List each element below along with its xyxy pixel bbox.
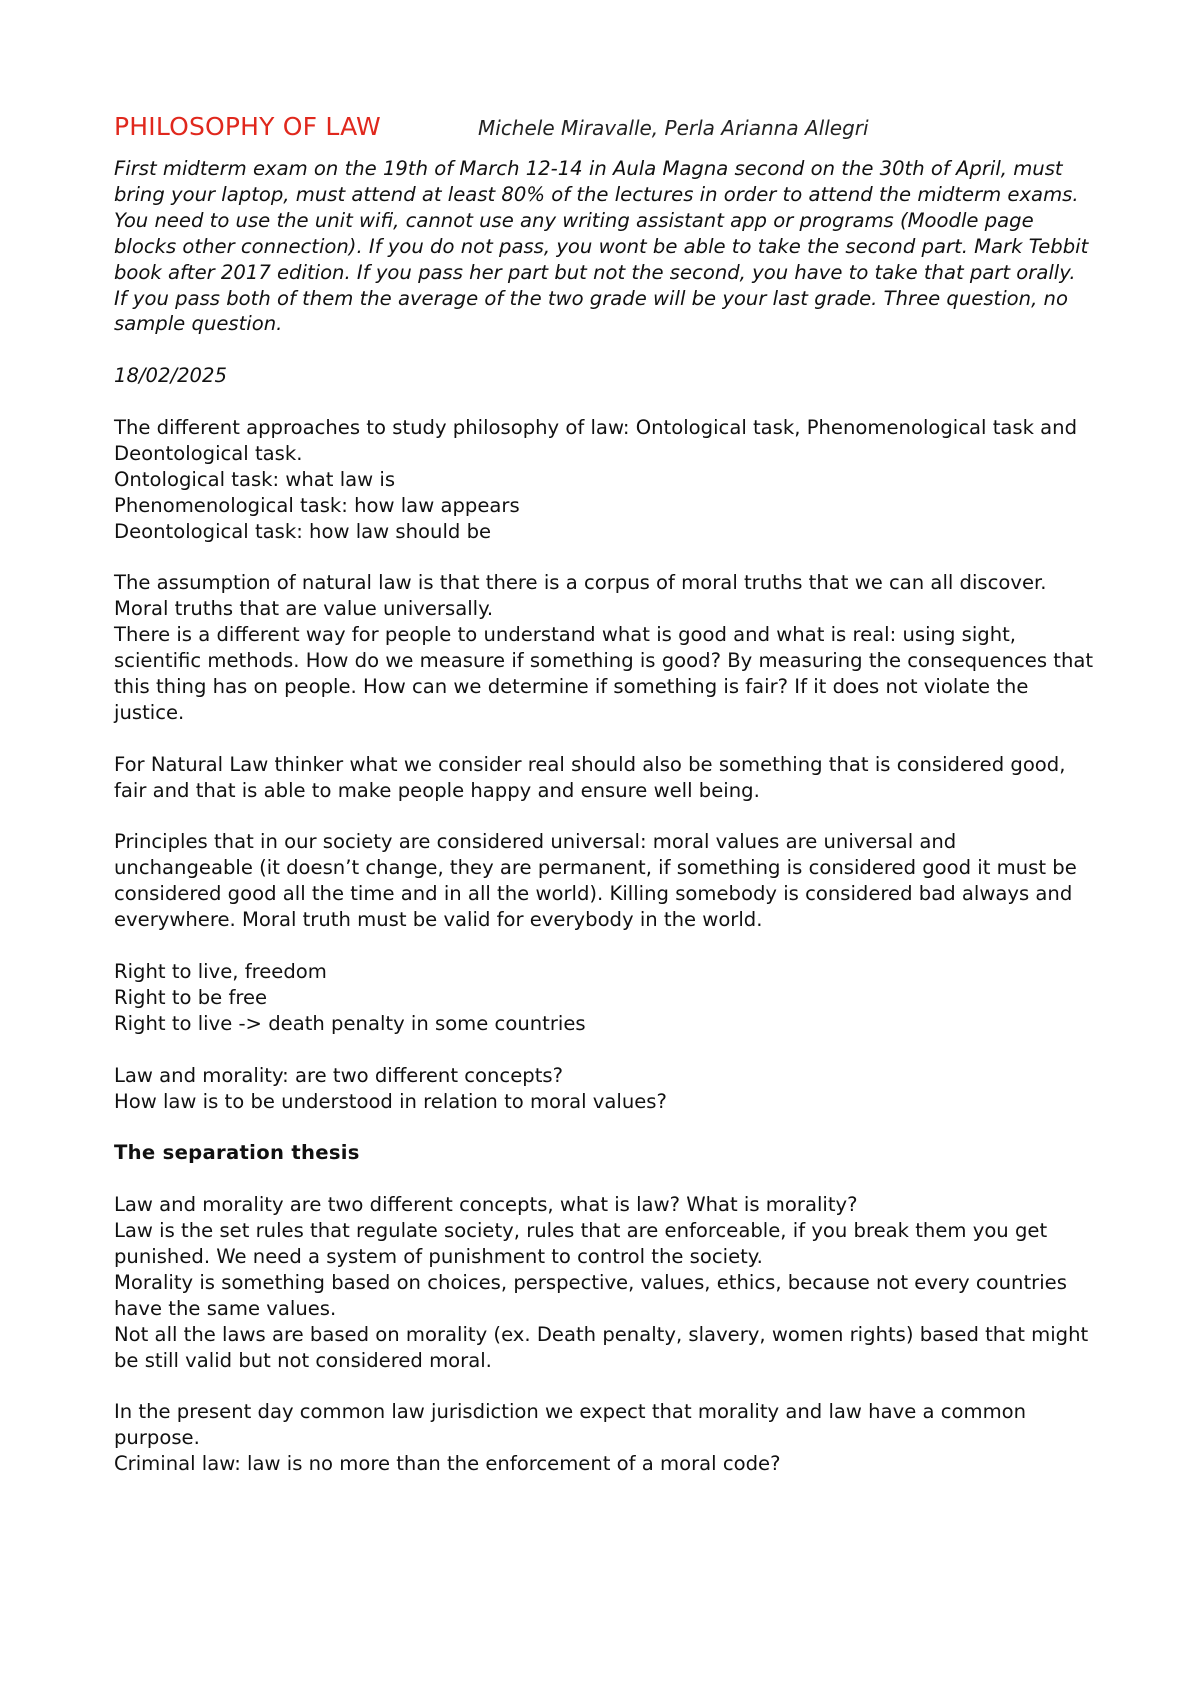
question-line: How law is to be understood in relation to moral values? (114, 1089, 667, 1113)
separation-paragraph (114, 1192, 1094, 1373)
approaches-line: Ontological task: what law is (114, 467, 396, 491)
thinker-paragraph: For Natural Law thinker what we consider real should also be something that is considered good, fair and that is able to make people happy and ensure well being. (114, 752, 1066, 802)
approaches-line: The different approaches to study philosophy of law: Ontological task, Phenomenological task and Deontological task. (114, 416, 1078, 465)
separation-line: Not all the laws are based on morality (ex. Death penalty, slavery, women rights) based that might be still valid but not considered moral. (114, 1322, 1089, 1372)
document-page (114, 112, 1094, 1503)
common-law-paragraph (114, 1399, 1094, 1477)
separation-thesis-heading: The separation thesis (114, 1141, 360, 1165)
principles-paragraph: Principles that in our society are considered universal: moral values are universal and unchangeable (it doesn’t change, they are permanent, if something is considered good it must be considered good all the time and in all the world). Killing somebody is considered bad always and everywhere. Moral truth must be valid for everybody in the world. (114, 830, 1077, 932)
natural-law-line: There is a different way for people to understand what is good and what is real: using sight, scientific methods. How do we measure if something is good? By measuring the consequences that this thing has on people. How can we determine if something is fair? If it does not violate the justice. (114, 623, 1094, 724)
lecture-date: 18/02/2025 (114, 364, 227, 388)
separation-line: Law is the set rules that regulate society, rules that are enforceable, if you break them you get punished. We need a system of punishment to control the society. (114, 1219, 1048, 1268)
rights-item: Right to live, freedom (114, 960, 327, 983)
rights-item: Right to be free (114, 985, 268, 1009)
separation-line: Law and morality are two different concepts, what is law? What is morality? (114, 1193, 858, 1217)
approaches-paragraph (114, 415, 1094, 545)
questions-paragraph (114, 1063, 1094, 1115)
separation-line: Morality is something based on choices, perspective, values, ethics, because not every countries have the same values. (114, 1270, 1067, 1320)
question-line: Law and morality: are two different concepts? (114, 1063, 563, 1087)
common-law-line: Criminal law: law is no more than the enforcement of a moral code? (114, 1452, 781, 1476)
document-authors: Michele Miravalle, Perla Arianna Allegri (478, 116, 869, 140)
natural-law-line: The assumption of natural law is that there is a corpus of moral truths that we can all discover. Moral truths that are value universally. (114, 571, 1047, 621)
rights-list (114, 959, 1094, 1037)
rights-item: Right to live -> death penalty in some countries (114, 1011, 586, 1035)
document-header (114, 112, 1094, 156)
intro-paragraph: First midterm exam on the 19th of March 12-14 in Aula Magna second on the 30th of April, must bring your laptop, must attend at least 80% of the lectures in order to attend the midterm exams. You need to use the unit wifi, cannot use any writing assistant app or programs (Moodle page blocks other connection). If you do not pass, you wont be able to take the second part. Mark Tebbit book after 2017 edition. If you pass her part but not the second, you have to take that part orally. If you pass both of them the average of the two grade will be your last grade. Three question, no sample question. (114, 157, 1089, 336)
document-title: PHILOSOPHY OF LAW (114, 112, 381, 141)
approaches-line: Phenomenological task: how law appears (114, 493, 520, 517)
natural-law-paragraph (114, 570, 1094, 725)
approaches-line: Deontological task: how law should be (114, 519, 492, 543)
common-law-line: In the present day common law jurisdiction we expect that morality and law have a common purpose. (114, 1400, 1027, 1450)
